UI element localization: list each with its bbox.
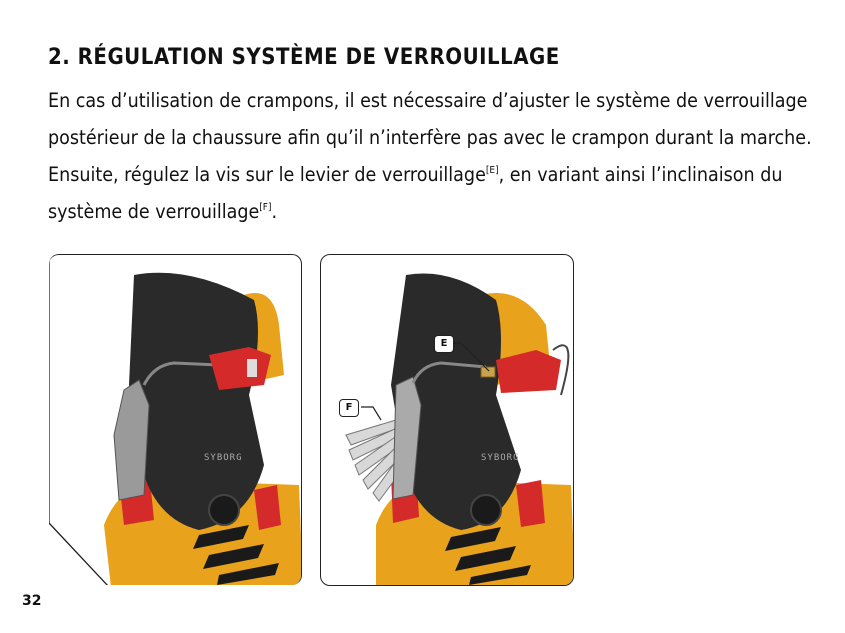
paragraph-part-1: En cas d’utilisation de crampons, il est nécessaire d’ajuster le système de verrouillage postérieur de la chaussure afin qu’il n’interfère pas avec le crampon durant la marche. Ensuite, régulez la vis sur le levier de verrouillage [48,89,812,186]
section-title: 2. RÉGULATION SYSTÈME DE VERROUILLAGE [48,45,560,70]
callout-f: F [339,399,359,417]
reference-f: [F] [259,202,272,213]
reference-e: [E] [485,165,499,176]
callout-e: E [434,335,454,353]
brand-label-left: SYBORG [204,453,243,463]
boot-illustration-left [49,255,302,585]
page-number: 32 [22,593,42,609]
figure-boot-lever-adjusted [320,254,574,586]
paragraph-part-2: , en variant ainsi l’inclinaison du système de verrouillage [48,163,783,223]
paragraph-part-3: . [271,200,278,223]
brand-label-right: SYBORG [481,453,520,463]
boot-illustration-right [321,255,574,586]
instruction-paragraph [48,82,818,230]
figure-boot-lever-closed [49,254,302,585]
